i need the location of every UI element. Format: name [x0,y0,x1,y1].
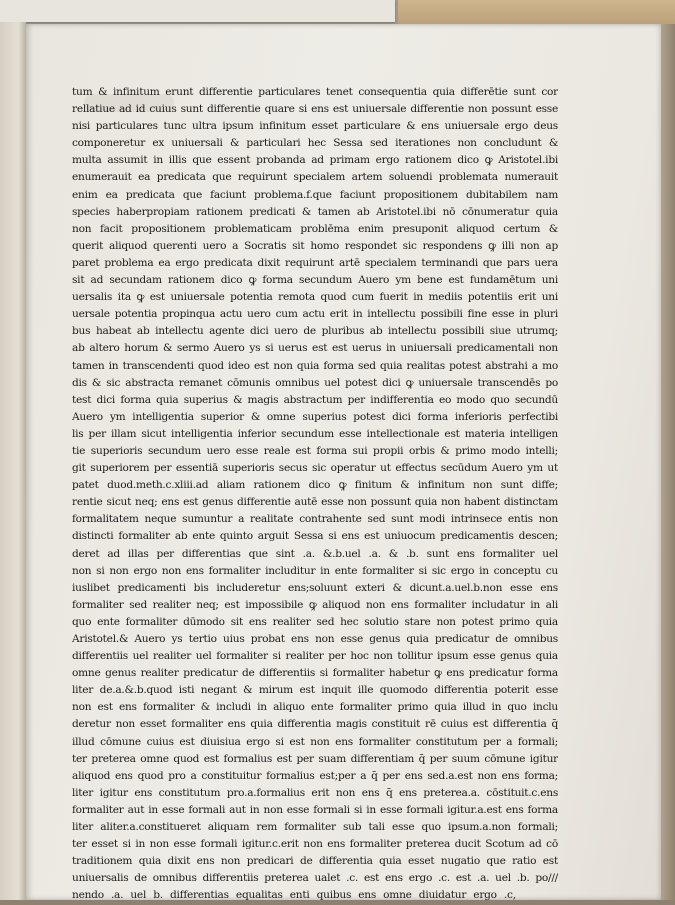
text-line: species haberpropiam rationem predicati & tamen ab Aristotel.ibi nō cōnumeratur quia [72,205,558,218]
text-line: uniuersalis de omnibus differentiis preterea ualet .c. est ens ergo .c. est .a. uel .b. po/// [72,872,558,885]
text-line: querit aliquod querenti uero a Socratis sit homo respondet sic respondens ꝙ illi non ap [72,239,558,252]
text-line: quo ente formaliter dūmodo sit ens realiter sed hec solutio stare non potest primo quia [72,615,558,628]
text-block [72,84,558,905]
text-line: git superiorem per essentiā superioris secus sic operatur ut effectus secūdum Auero ym ut [72,462,558,475]
facing-page-edge [0,22,26,900]
text-line: aliquod ens quod pro a constituitur formalius est;per a q̄ per ens sed.a.est non ens forma; [72,769,558,782]
adjacent-leaf-edge [0,0,395,22]
text-line: dis & sic abstracta remanet cōmunis omnibus uel potest dici ꝙ uniuersale transcendēs po [72,376,558,389]
text-line: differentiis uel realiter uel formaliter si realiter per hoc non tollitur ipsum esse genus quia [72,650,558,663]
text-line: Aristotel.& Auero ys tertio uius probat ens non esse genus quia predicatur de omnibus [72,633,558,645]
text-line: ab altero horum & sermo Auero ys si uerus est est uerus in uniuersali predicamentali non [72,342,558,355]
text-line: componeretur ex uniuersali & particulari hec Sessa sed iterationes non concludunt & [72,137,558,150]
text-line: liter de.a.&.b.quod isti negant & mirum est inquit ille quomodo differentia poterit esse [72,684,558,697]
text-line: sit ad secundam rationem dico ꝙ forma secundum Auero ym bene est fundamētum uni [72,274,558,287]
text-line: lis per illam sicut intelligentia inferior secundum esse intellectionale est materia intelligen [72,427,558,440]
text-line: deret ad illas per differentias que sint .a. &.b.uel .a. & .b. sunt ens formaliter uel [72,547,558,560]
text-line: deretur non esset formaliter ens quia differentia magis constituit rē cuius est differentia q̄ [72,718,558,731]
text-line: enumerauit ea predicata que requirunt specialem artem soluendi problemata numerauit [72,171,558,184]
text-line: test dici forma quia superius & magis abstractum per indifferentia eo modo quo secundū [72,393,558,406]
text-line: Auero ym intelligentia superior & omne superius potest dici forma inferioris perfectibi [72,410,558,423]
text-line: formalitatem neque sumuntur a realitate contrahente sed sunt modi intrinsece entis non [72,513,558,526]
text-line: tie superioris secundum uero esse reale est forma sui propii orbis & primo modo intelli; [72,444,558,457]
text-line: formaliter aut in esse formali aut in non esse formali si in esse formali igitur.a.est ens forma [72,803,558,816]
text-line: formaliter sed realiter neq; est impossibile ꝙ aliquod non ens formaliter includatur in ali [72,598,558,611]
text-line: liter aliter.a.constitueret aliquam rem formaliter sub tali esse quo ipsum.a.non formali; [72,821,558,834]
text-line: uersalis ita ꝙ est uniuersale potentia remota quod cum fuerit in mediis potentiis erit uni [72,291,558,304]
text-line: enim ea predicata que faciunt problema.f.que faciunt propositionem dubitabilem nam [72,188,558,201]
text-line: tum & infinitum erunt differentie particulares tenet consequentia quia differētie sunt cor [72,86,558,98]
text-line: nisi particulares tunc ultra ipsum infinitum esset particulare & ens uniuersale ergo deus [72,120,558,133]
text-line: uersale potentia propinqua actu uero cum actu erit in intellectu possibili fine esse in pluri [72,308,558,321]
text-line: multa assumit in illis que essent probanda ad primam ergo rationem dico ꝙ Aristotel.ibi [72,154,558,167]
text-line: rellatiue ad id cuius sunt differentie quare si ens est uniuersale differentie non possunt esse [72,103,558,116]
text-line: paret problema ea ergo predicata dixit requirunt artē specialem terminandi que pars uera [72,256,558,269]
text-line: liter igitur ens constitutum pro.a.formalius erit non ens q̄ ens preterea.a. cōstituit.c.ens [72,786,558,799]
binding-board [398,0,675,24]
text-line: non facit propositionem problematicam problēma enim presuponit aliquod certum & [72,222,558,235]
book-fore-edge [661,24,675,900]
text-line: tamen in transcendenti quod ideo est non quia forma sed quia realitas potest abstrahi a mo [72,359,558,372]
text-line: ter esset si in non esse formali igitur.c.erit non ens formaliter preterea ducit Scotum ad cō [72,838,558,851]
text-line: illud cōmune cuius est diuisiua ergo si est non ens formaliter constitutum per a formali; [72,735,558,748]
text-line: ter preterea omne quod est formalius est per suam differentiam q̄ per suum cōmune igitur [72,752,558,765]
text-line: patet duod.meth.c.xliii.ad aliam rationem dico ꝙ finitum & infinitum non sunt diffe; [72,479,558,492]
text-line: bus habeat ab intellectu agente dici uero de pluribus ab intellectu possibili siue utrumq; [72,325,558,338]
text-line: non si non ergo non ens formaliter includitur in ente formaliter si sic ergo in conceptu cu [72,564,558,577]
text-line: rentie sicut neq; ens est genus differentie autē esse non possunt quia non habent distinctam [72,496,558,509]
text-line: distincti formaliter ab ente quinto arguit Sessa si ens est uniuocum predicamentis descen; [72,530,558,543]
text-line: omne genus realiter predicatur de differentiis si formaliter habetur ꝙ ens predicatur forma [72,667,558,680]
text-line: non est ens formaliter & includi in aliquo ente formaliter primo quia illud in quo inclu [72,701,558,714]
text-line: nendo .a. uel b. differentias equalitas enti quibus ens omne diuidatur ergo .c, [72,889,516,902]
text-line: iuslibet predicamenti bis includeretur ens;soluunt exteri & dicunt.a.uel.b.non esse ens [72,581,558,594]
text-line: traditionem quia dixit ens non predicari de differentia quia esset nugatio que ratio est [72,855,558,868]
